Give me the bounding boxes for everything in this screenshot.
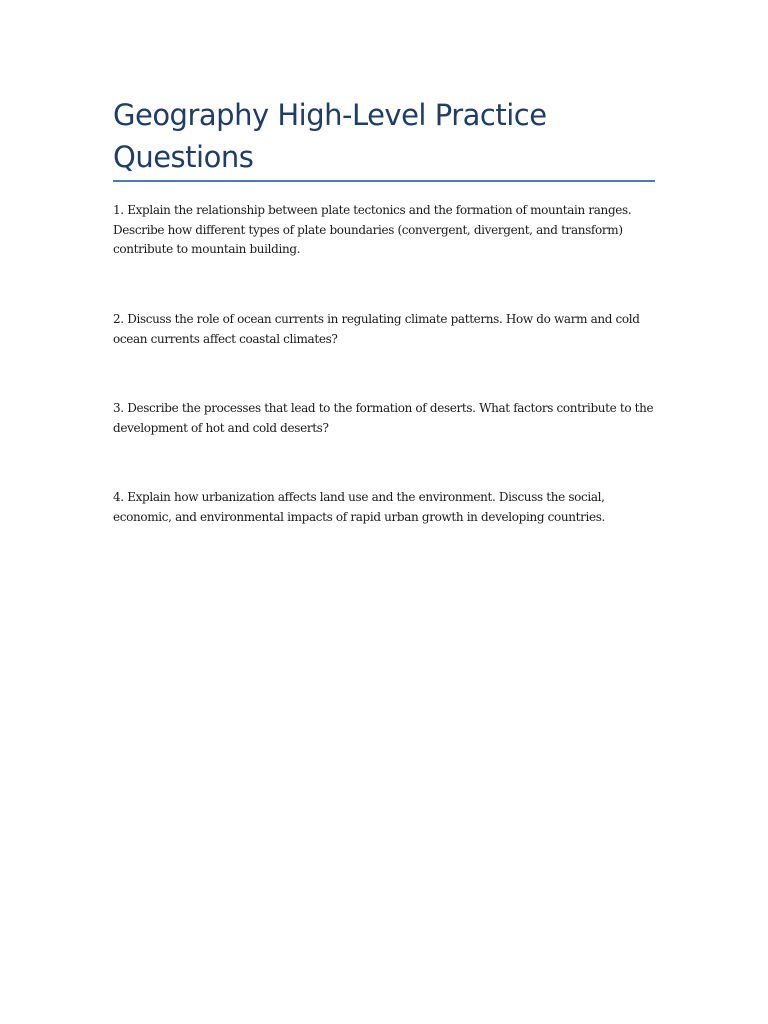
- title-underline-divider: [113, 180, 655, 182]
- question-1: 1. Explain the relationship between plate tectonics and the formation of mountain ranges. Describe how different types of plate boundaries (convergent, divergent, and transform) contribute to mountain building.: [113, 203, 632, 256]
- document-title: Geography High-Level Practice Questions: [113, 98, 547, 174]
- question-4: 4. Explain how urbanization affects land use and the environment. Discuss the social, economic, and environmental impacts of rapid urban growth in developing countries.: [113, 490, 606, 524]
- question-3: 3. Describe the processes that lead to the formation of deserts. What factors contribute to the development of hot and cold deserts?: [113, 401, 654, 435]
- question-2: 2. Discuss the role of ocean currents in regulating climate patterns. How do warm and cold ocean currents affect coastal climates?: [113, 312, 640, 346]
